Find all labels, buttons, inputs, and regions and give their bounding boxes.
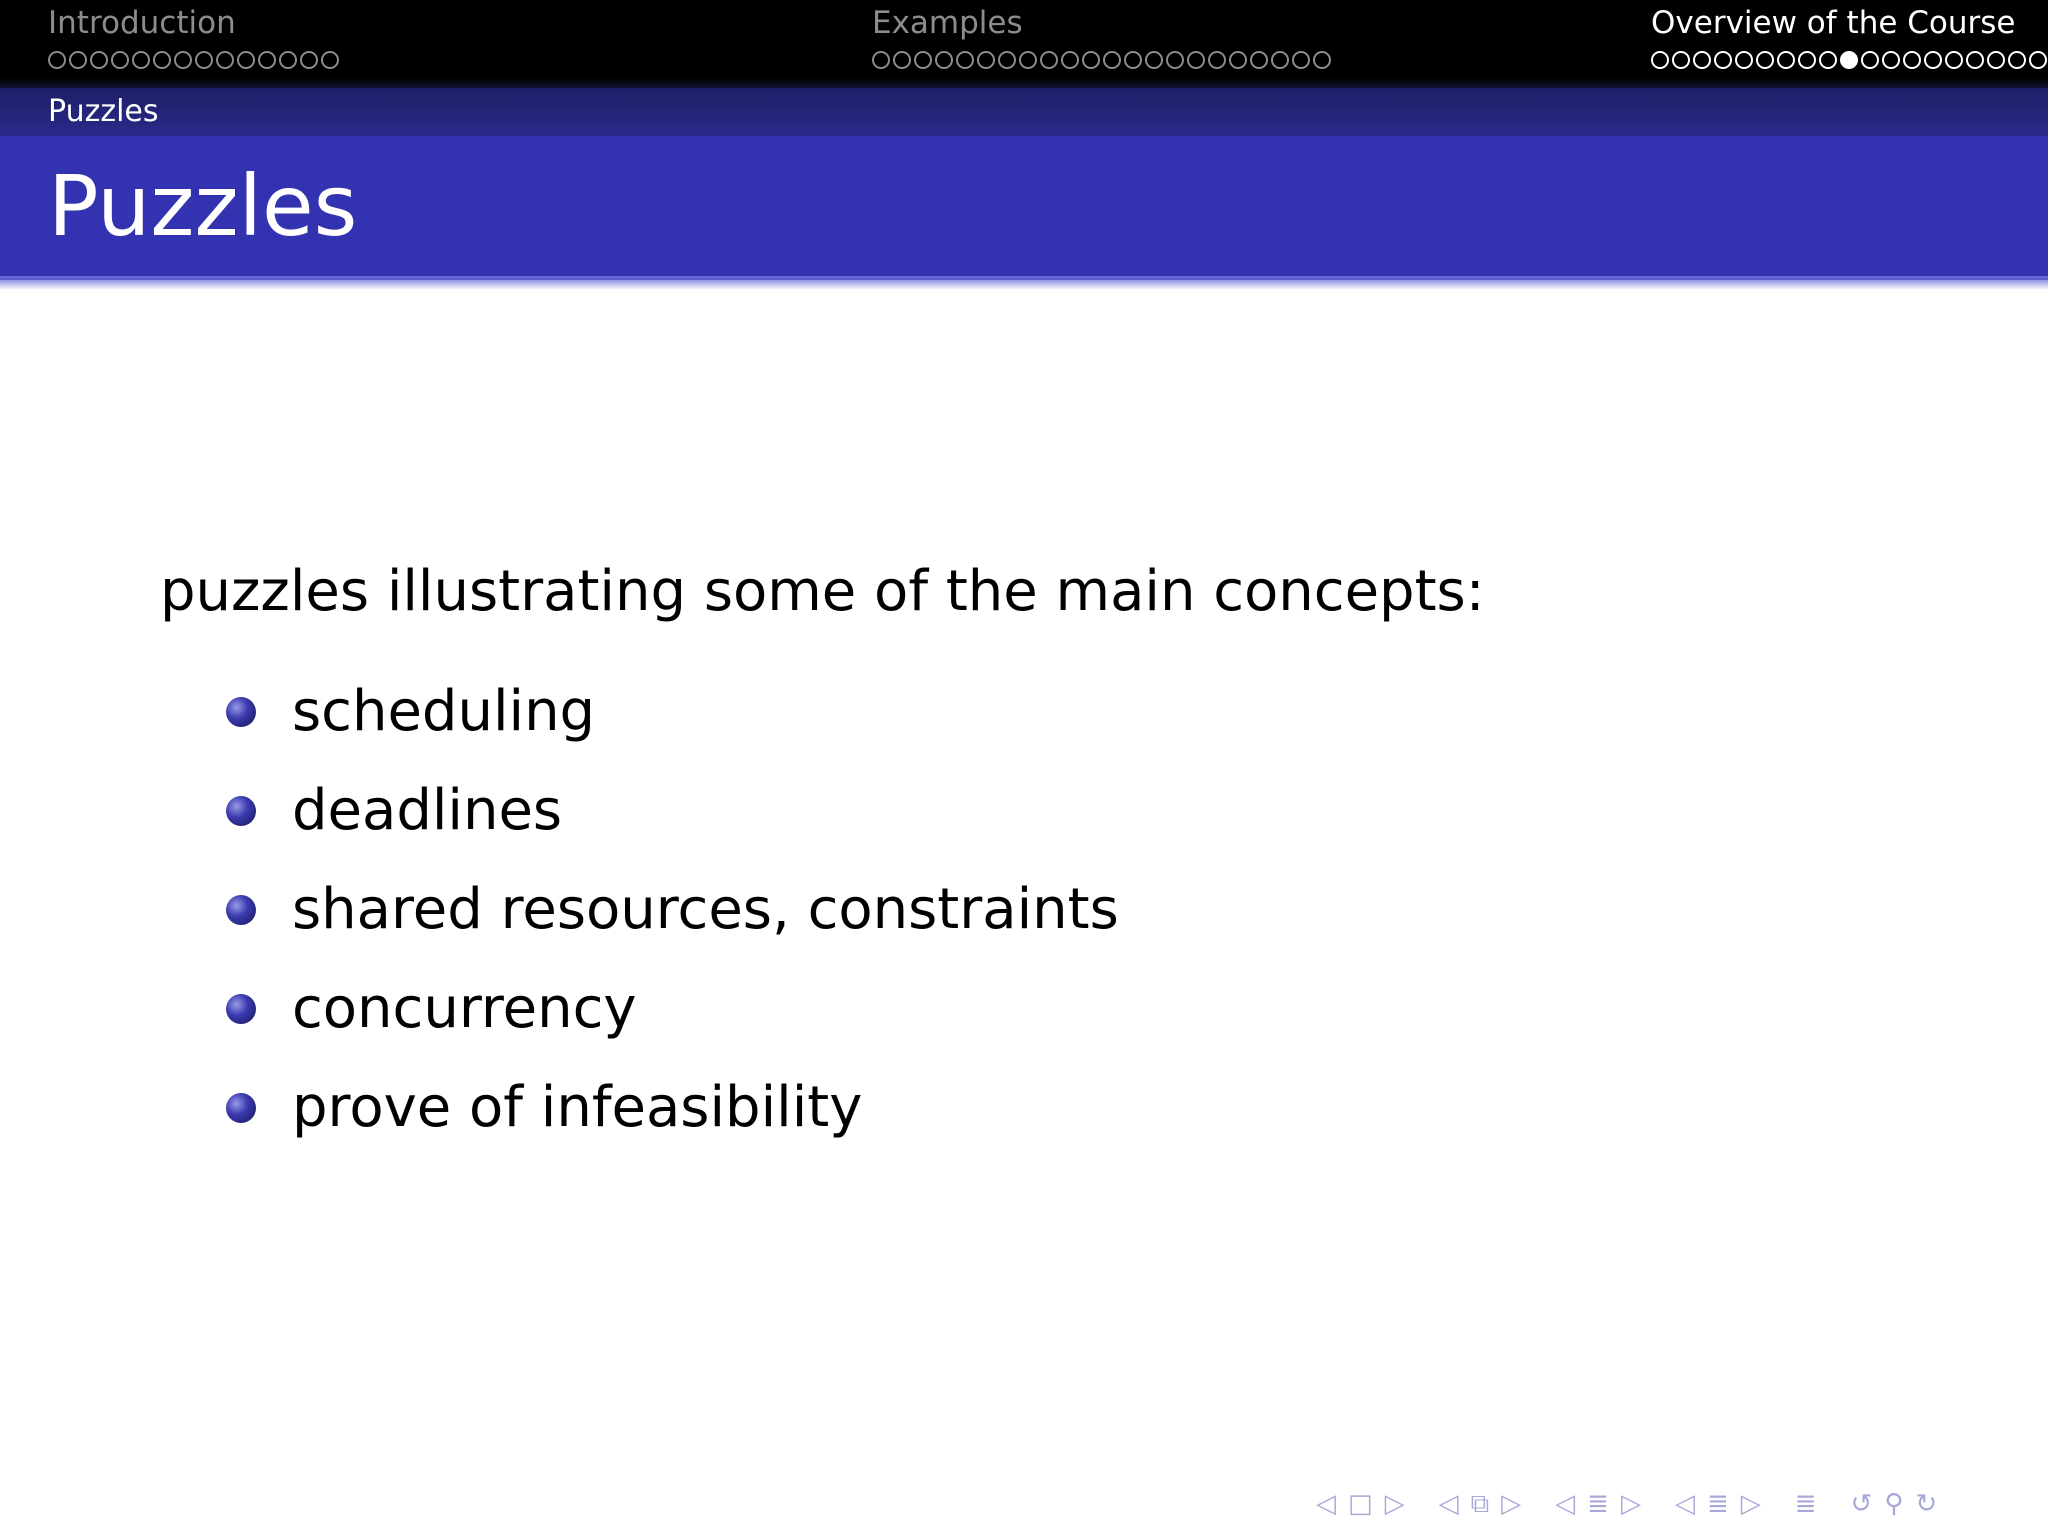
frame-dot[interactable]	[216, 51, 234, 69]
frame-dot[interactable]	[1798, 51, 1816, 69]
frame-title-bar	[0, 136, 2048, 280]
subsection-bar	[0, 88, 2048, 136]
frame-dot[interactable]	[321, 51, 339, 69]
frame-dot[interactable]	[1672, 51, 1690, 69]
title-bar-shadow	[0, 276, 2048, 290]
frame-dot[interactable]	[1187, 51, 1205, 69]
frame-dot[interactable]	[1145, 51, 1163, 69]
frame-dot[interactable]	[1735, 51, 1753, 69]
frame-dot[interactable]	[1945, 51, 1963, 69]
frame-dot[interactable]	[1714, 51, 1732, 69]
slide-next-icon[interactable]: ▷	[1384, 1489, 1405, 1519]
search-icon[interactable]: ⚲	[1884, 1489, 1904, 1519]
slide-prev-icon[interactable]: ◁	[1316, 1489, 1336, 1519]
frame-dot[interactable]	[914, 51, 932, 69]
frame-dot[interactable]	[1861, 51, 1879, 69]
forward-icon[interactable]: ↻	[1915, 1489, 1938, 1519]
frame-dot[interactable]	[872, 51, 890, 69]
frame-dot[interactable]	[132, 51, 150, 69]
frame-dot[interactable]	[977, 51, 995, 69]
frame-dot[interactable]	[1019, 51, 1037, 69]
list-item-text: deadlines	[292, 777, 563, 843]
frame-dot[interactable]	[1882, 51, 1900, 69]
nav-group-search	[1845, 1489, 1944, 1519]
section-next-icon[interactable]: ▷	[1740, 1489, 1761, 1519]
nav-section-title[interactable]: Examples	[872, 5, 1023, 41]
frame-dot[interactable]	[279, 51, 297, 69]
list-item	[226, 1058, 1485, 1157]
nav-dots	[48, 46, 339, 74]
bullet-icon	[226, 1093, 256, 1123]
list-item	[226, 761, 1485, 860]
frame-dot[interactable]	[111, 51, 129, 69]
subsection-next-icon[interactable]: ▷	[1620, 1489, 1641, 1519]
slide-icon[interactable]: □	[1348, 1489, 1373, 1519]
frame-dot[interactable]	[1924, 51, 1942, 69]
nav-group-section	[1669, 1489, 1767, 1519]
frame-dot[interactable]	[1966, 51, 1984, 69]
frame-dot[interactable]	[1292, 51, 1310, 69]
list-item	[226, 959, 1485, 1058]
subsection-label[interactable]: Puzzles	[48, 94, 159, 129]
frame-dot[interactable]	[1903, 51, 1921, 69]
frame-next-icon[interactable]: ▷	[1501, 1489, 1522, 1519]
frame-dot[interactable]	[2008, 51, 2026, 69]
list-item	[226, 662, 1485, 761]
nav-section-introduction[interactable]	[48, 0, 339, 74]
frame-dot[interactable]	[258, 51, 276, 69]
frame-dot[interactable]	[69, 51, 87, 69]
frame-title: Puzzles	[48, 157, 358, 255]
nav-group-subsection	[1549, 1489, 1647, 1519]
bullet-list	[160, 662, 1485, 1157]
nav-group-slide	[1310, 1489, 1411, 1519]
list-item	[226, 860, 1485, 959]
frame-dot[interactable]	[998, 51, 1016, 69]
frame-dot[interactable]	[195, 51, 213, 69]
nav-dots	[1651, 46, 2047, 74]
frame-dot[interactable]	[935, 51, 953, 69]
frame-dot[interactable]	[1693, 51, 1711, 69]
frame-dot[interactable]	[1061, 51, 1079, 69]
frame-dot[interactable]	[300, 51, 318, 69]
frame-dot[interactable]	[1777, 51, 1795, 69]
list-item-text: concurrency	[292, 975, 637, 1041]
frame-dot[interactable]	[1250, 51, 1268, 69]
frame-dot[interactable]	[1040, 51, 1058, 69]
frame-dot[interactable]	[956, 51, 974, 69]
nav-dots	[872, 46, 1331, 74]
bullet-icon	[226, 796, 256, 826]
intro-text: puzzles illustrating some of the main concepts:	[160, 559, 1485, 624]
bullet-icon	[226, 994, 256, 1024]
current-frame-dot[interactable]	[1840, 51, 1858, 69]
list-item-text: scheduling	[292, 678, 596, 744]
frame-dot[interactable]	[1271, 51, 1289, 69]
list-item-text: prove of infeasibility	[292, 1074, 863, 1140]
list-item-text: shared resources, constraints	[292, 876, 1119, 942]
section-prev-icon[interactable]: ◁	[1674, 1489, 1695, 1519]
frame-dot[interactable]	[1103, 51, 1121, 69]
frame-dot[interactable]	[2029, 51, 2047, 69]
frame-content	[160, 552, 1485, 1157]
nav-section-examples[interactable]	[872, 0, 1331, 74]
section-icon[interactable]: ≣	[1706, 1489, 1729, 1519]
frame-dot[interactable]	[237, 51, 255, 69]
frame-dot[interactable]	[1208, 51, 1226, 69]
frame-dot[interactable]	[1819, 51, 1837, 69]
beamer-navigation-symbols	[1310, 1486, 1965, 1522]
bullet-icon	[226, 895, 256, 925]
frame-dot[interactable]	[174, 51, 192, 69]
frame-dot[interactable]	[1756, 51, 1774, 69]
document-icon[interactable]: ≣	[1794, 1489, 1817, 1519]
frame-dot[interactable]	[1166, 51, 1184, 69]
subsection-prev-icon[interactable]: ◁	[1555, 1489, 1576, 1519]
nav-group-frame	[1433, 1489, 1528, 1520]
subsection-icon[interactable]: ≣	[1587, 1489, 1609, 1519]
frame-dot[interactable]	[1651, 51, 1669, 69]
frame-dot[interactable]	[48, 51, 66, 69]
frame-dot[interactable]	[1313, 51, 1331, 69]
bullet-icon	[226, 697, 256, 727]
back-icon[interactable]: ↺	[1850, 1489, 1873, 1519]
nav-section-overview[interactable]	[1651, 0, 2047, 74]
nav-section-title[interactable]: Introduction	[48, 5, 236, 41]
frame-dot[interactable]	[1124, 51, 1142, 69]
frame-dot[interactable]	[893, 51, 911, 69]
frame-dot[interactable]	[1229, 51, 1247, 69]
headline-nav	[0, 0, 2048, 92]
frame-icon[interactable]: ⧉	[1470, 1488, 1490, 1519]
frame-dot[interactable]	[90, 51, 108, 69]
nav-group-document	[1789, 1489, 1823, 1519]
frame-dot[interactable]	[1987, 51, 2005, 69]
nav-section-title[interactable]: Overview of the Course	[1651, 5, 2016, 41]
frame-dot[interactable]	[1082, 51, 1100, 69]
frame-prev-icon[interactable]: ◁	[1438, 1489, 1459, 1519]
frame-dot[interactable]	[153, 51, 171, 69]
